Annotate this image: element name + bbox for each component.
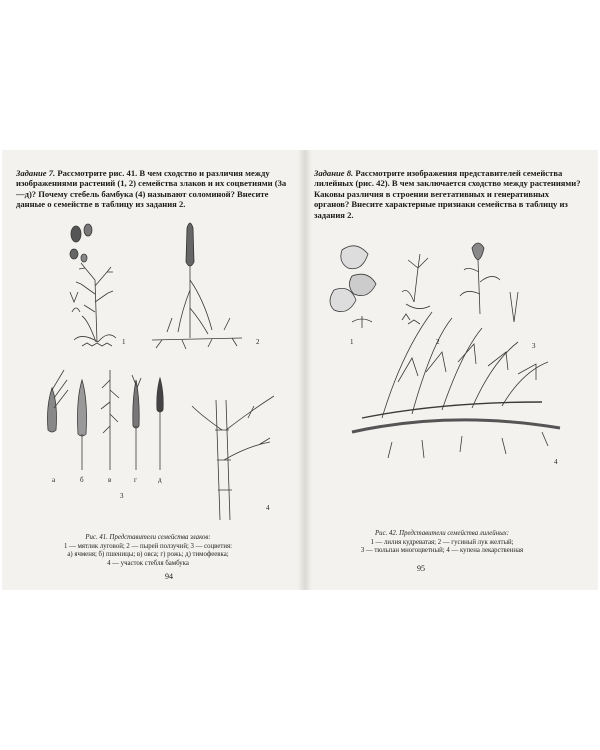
book-spread — [2, 150, 598, 590]
task-8-label: Задание 8. — [314, 168, 354, 178]
task-8-body: Рассмотрите изображения представителей семейства лилейных (рис. 42). В чем заключается сходство между растениями? Каковы различия в строении вегетативных и генеративных органов? Внесите характерные признаки семейства в таблицу из задания 2. — [314, 168, 581, 220]
figure-42-number-2: 2 — [436, 338, 440, 346]
task-8-text — [314, 168, 586, 220]
figure-41-number-2: 2 — [256, 338, 260, 346]
figure-41-number-3: 3 — [120, 492, 124, 500]
figure-41-letter-g: г — [134, 476, 137, 484]
figure-41-illustration — [12, 220, 292, 520]
figure-42-caption-title: Рис. 42. Представители семейства лилейных: — [375, 530, 509, 537]
figure-41-letter-d: д — [158, 476, 162, 484]
figure-42-caption-line: 1 — лилия кудреватая; 2 — гусиный лук желтый; — [370, 538, 514, 546]
figure-42-lilies — [322, 232, 592, 522]
task-7-body: Рассмотрите рис. 41. В чем сходство и различия между изображениями растений (1, 2) семейства злаков и их соцветиями (3а—д)? Почему стебель бамбука (4) называют соломиной? Внесите данные о семействе в таблицу из задания 2. — [16, 168, 287, 210]
page-number-left: 94 — [165, 572, 173, 581]
task-7-label: Задание 7. — [16, 168, 56, 178]
figure-42-caption-line: 3 — тюльпан многоцветный; 4 — купена лекарственная — [360, 547, 524, 555]
figure-42-number-1: 1 — [350, 338, 354, 346]
left-page — [2, 150, 298, 590]
figure-41-grasses — [12, 220, 292, 520]
figure-41-caption — [12, 534, 284, 568]
figure-41-letter-a: а — [52, 476, 56, 484]
figure-41-number-4: 4 — [266, 504, 270, 512]
right-page — [312, 150, 598, 590]
page-number-right: 95 — [417, 564, 425, 573]
figure-41-letter-b: б — [80, 476, 84, 484]
figure-42-illustration — [322, 232, 592, 522]
figure-41-caption-line: 4 — участок стебля бамбука — [107, 559, 189, 567]
task-7-text — [16, 168, 294, 210]
figure-42-caption — [312, 530, 572, 556]
figure-41-caption-title: Рис. 41. Представители семейства злаков: — [85, 534, 211, 541]
book-gutter — [298, 150, 312, 590]
figure-41-letter-v: в — [108, 476, 112, 484]
figure-41-number-1: 1 — [122, 338, 126, 346]
figure-42-number-4: 4 — [554, 458, 558, 466]
figure-41-caption-line: 1 — мятлик луговой; 2 — пырей ползучий; 3 — соцветия: — [63, 542, 232, 550]
figure-42-number-3: 3 — [532, 342, 536, 350]
figure-41-caption-line: а) ячменя; б) пшеницы; в) овса; г) рожь; д) тимофеевка; — [67, 551, 229, 559]
